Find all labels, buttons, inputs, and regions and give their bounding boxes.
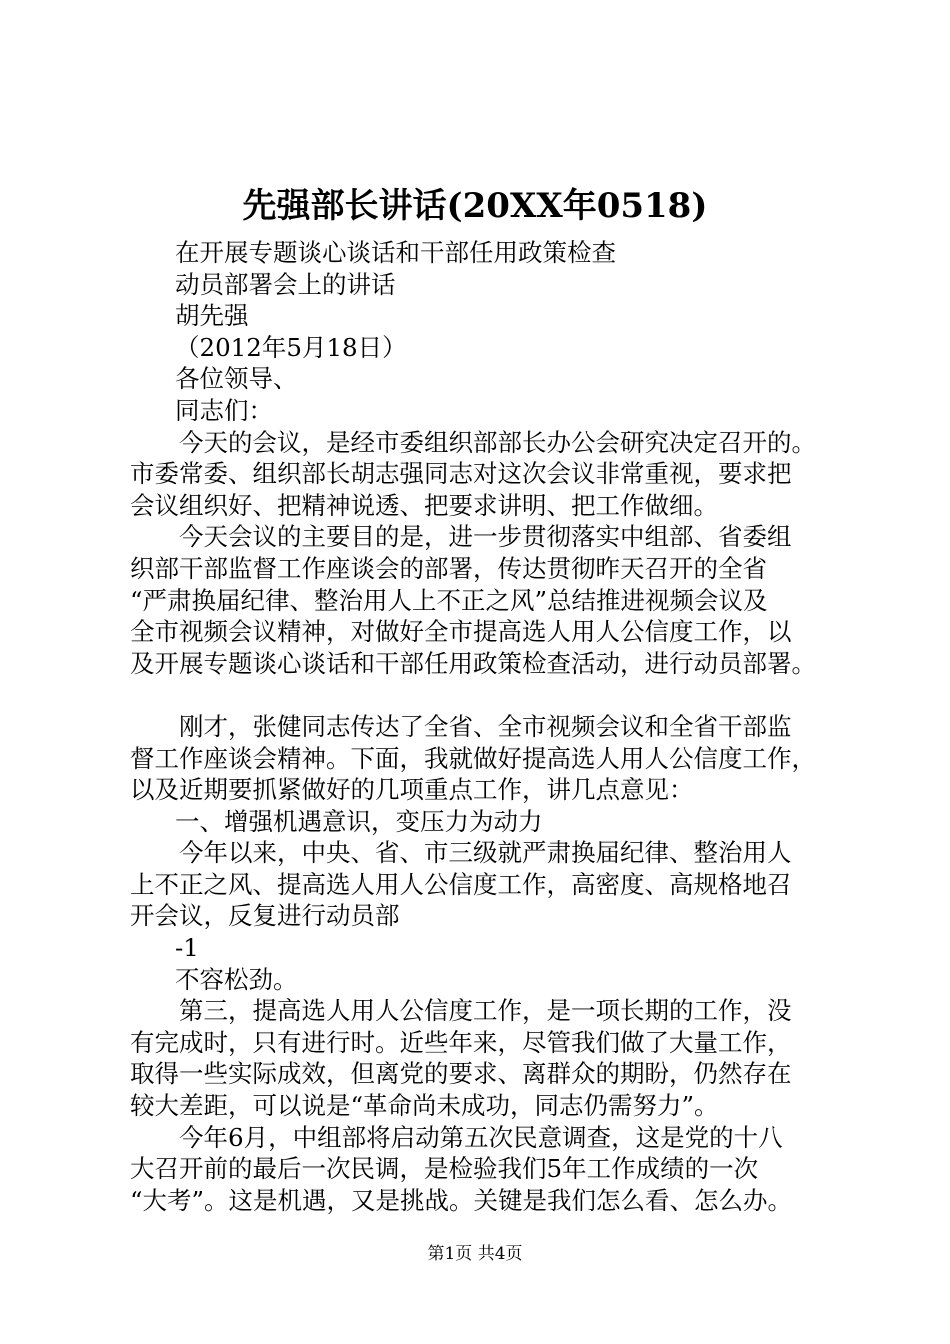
text-line: -1 bbox=[175, 933, 199, 963]
text-line: 今年以来，中央、省、市三级就严肃换届纪律、整治用人 bbox=[179, 838, 792, 868]
text-line: 一、增强机遇意识，变压力为动力 bbox=[175, 806, 543, 836]
text-line: （2012年5月18日） bbox=[175, 332, 407, 362]
page-footer: 第1页 共4页 bbox=[427, 1244, 523, 1264]
text-line: 在开展专题谈心谈话和干部任用政策检查 bbox=[175, 238, 616, 267]
text-line: 督工作座谈会精神。下面，我就做好提高选人用人公信度工作， bbox=[130, 743, 816, 773]
text-line: 市委常委、组织部长胡志强同志对这次会议非常重视，要求把 bbox=[130, 459, 792, 489]
text-line: 刚才，张健同志传达了全省、全市视频会议和全省干部监 bbox=[179, 711, 792, 741]
text-line: 今天会议的主要目的是，进一步贯彻落实中组部、省委组 bbox=[179, 522, 792, 552]
text-line: 不容松劲。 bbox=[175, 964, 298, 994]
text-line: 有完成时，只有进行时。近些年来，尽管我们做了大量工作， bbox=[130, 1027, 792, 1057]
text-line: 胡先强 bbox=[175, 301, 249, 331]
document-body bbox=[130, 237, 860, 1216]
text-line: “严肃换届纪律、整治用人上不正之风”总结推进视频会议及 bbox=[130, 585, 768, 615]
text-line: 上不正之风、提高选人用人公信度工作，高密度、高规格地召 bbox=[130, 869, 792, 899]
blank-line bbox=[130, 679, 860, 711]
text-line: 会议组织好、把精神说透、把要求讲明、把工作做细。 bbox=[130, 490, 718, 520]
text-line: 及开展专题谈心谈话和干部任用政策检查活动，进行动员部署。 bbox=[130, 648, 816, 678]
text-line: 开会议，反复进行动员部 bbox=[130, 901, 400, 931]
text-line: 今年6月，中组部将启动第五次民意调查，这是党的十八 bbox=[179, 1122, 783, 1152]
text-line: 第三，提高选人用人公信度工作，是一项长期的工作，没 bbox=[179, 996, 792, 1026]
text-line: 织部干部监督工作座谈会的部署，传达贯彻昨天召开的全省 bbox=[130, 553, 767, 583]
text-line: 动员部署会上的讲话 bbox=[175, 269, 396, 299]
document-title: 先强部长讲话(20XX年0518) bbox=[242, 186, 708, 226]
text-line: “大考”。这是机遇，又是挑战。关键是我们怎么看、怎么办。 bbox=[130, 1185, 793, 1215]
text-line: 全市视频会议精神，对做好全市提高选人用人公信度工作，以 bbox=[130, 617, 792, 647]
text-line: 今天的会议，是经市委组织部部长办公会研究决定召开的。 bbox=[179, 427, 816, 457]
text-line: 大召开前的最后一次民调，是检验我们5年工作成绩的一次 bbox=[130, 1154, 759, 1184]
text-line: 同志们： bbox=[175, 395, 273, 425]
text-line: 以及近期要抓紧做好的几项重点工作，讲几点意见： bbox=[130, 775, 694, 805]
text-line: 各位领导、 bbox=[175, 364, 298, 394]
text-line: 较大差距，可以说是“革命尚未成功，同志仍需努力”。 bbox=[130, 1091, 719, 1121]
text-line: 取得一些实际成效，但离党的要求、离群众的期盼，仍然存在 bbox=[130, 1059, 792, 1089]
